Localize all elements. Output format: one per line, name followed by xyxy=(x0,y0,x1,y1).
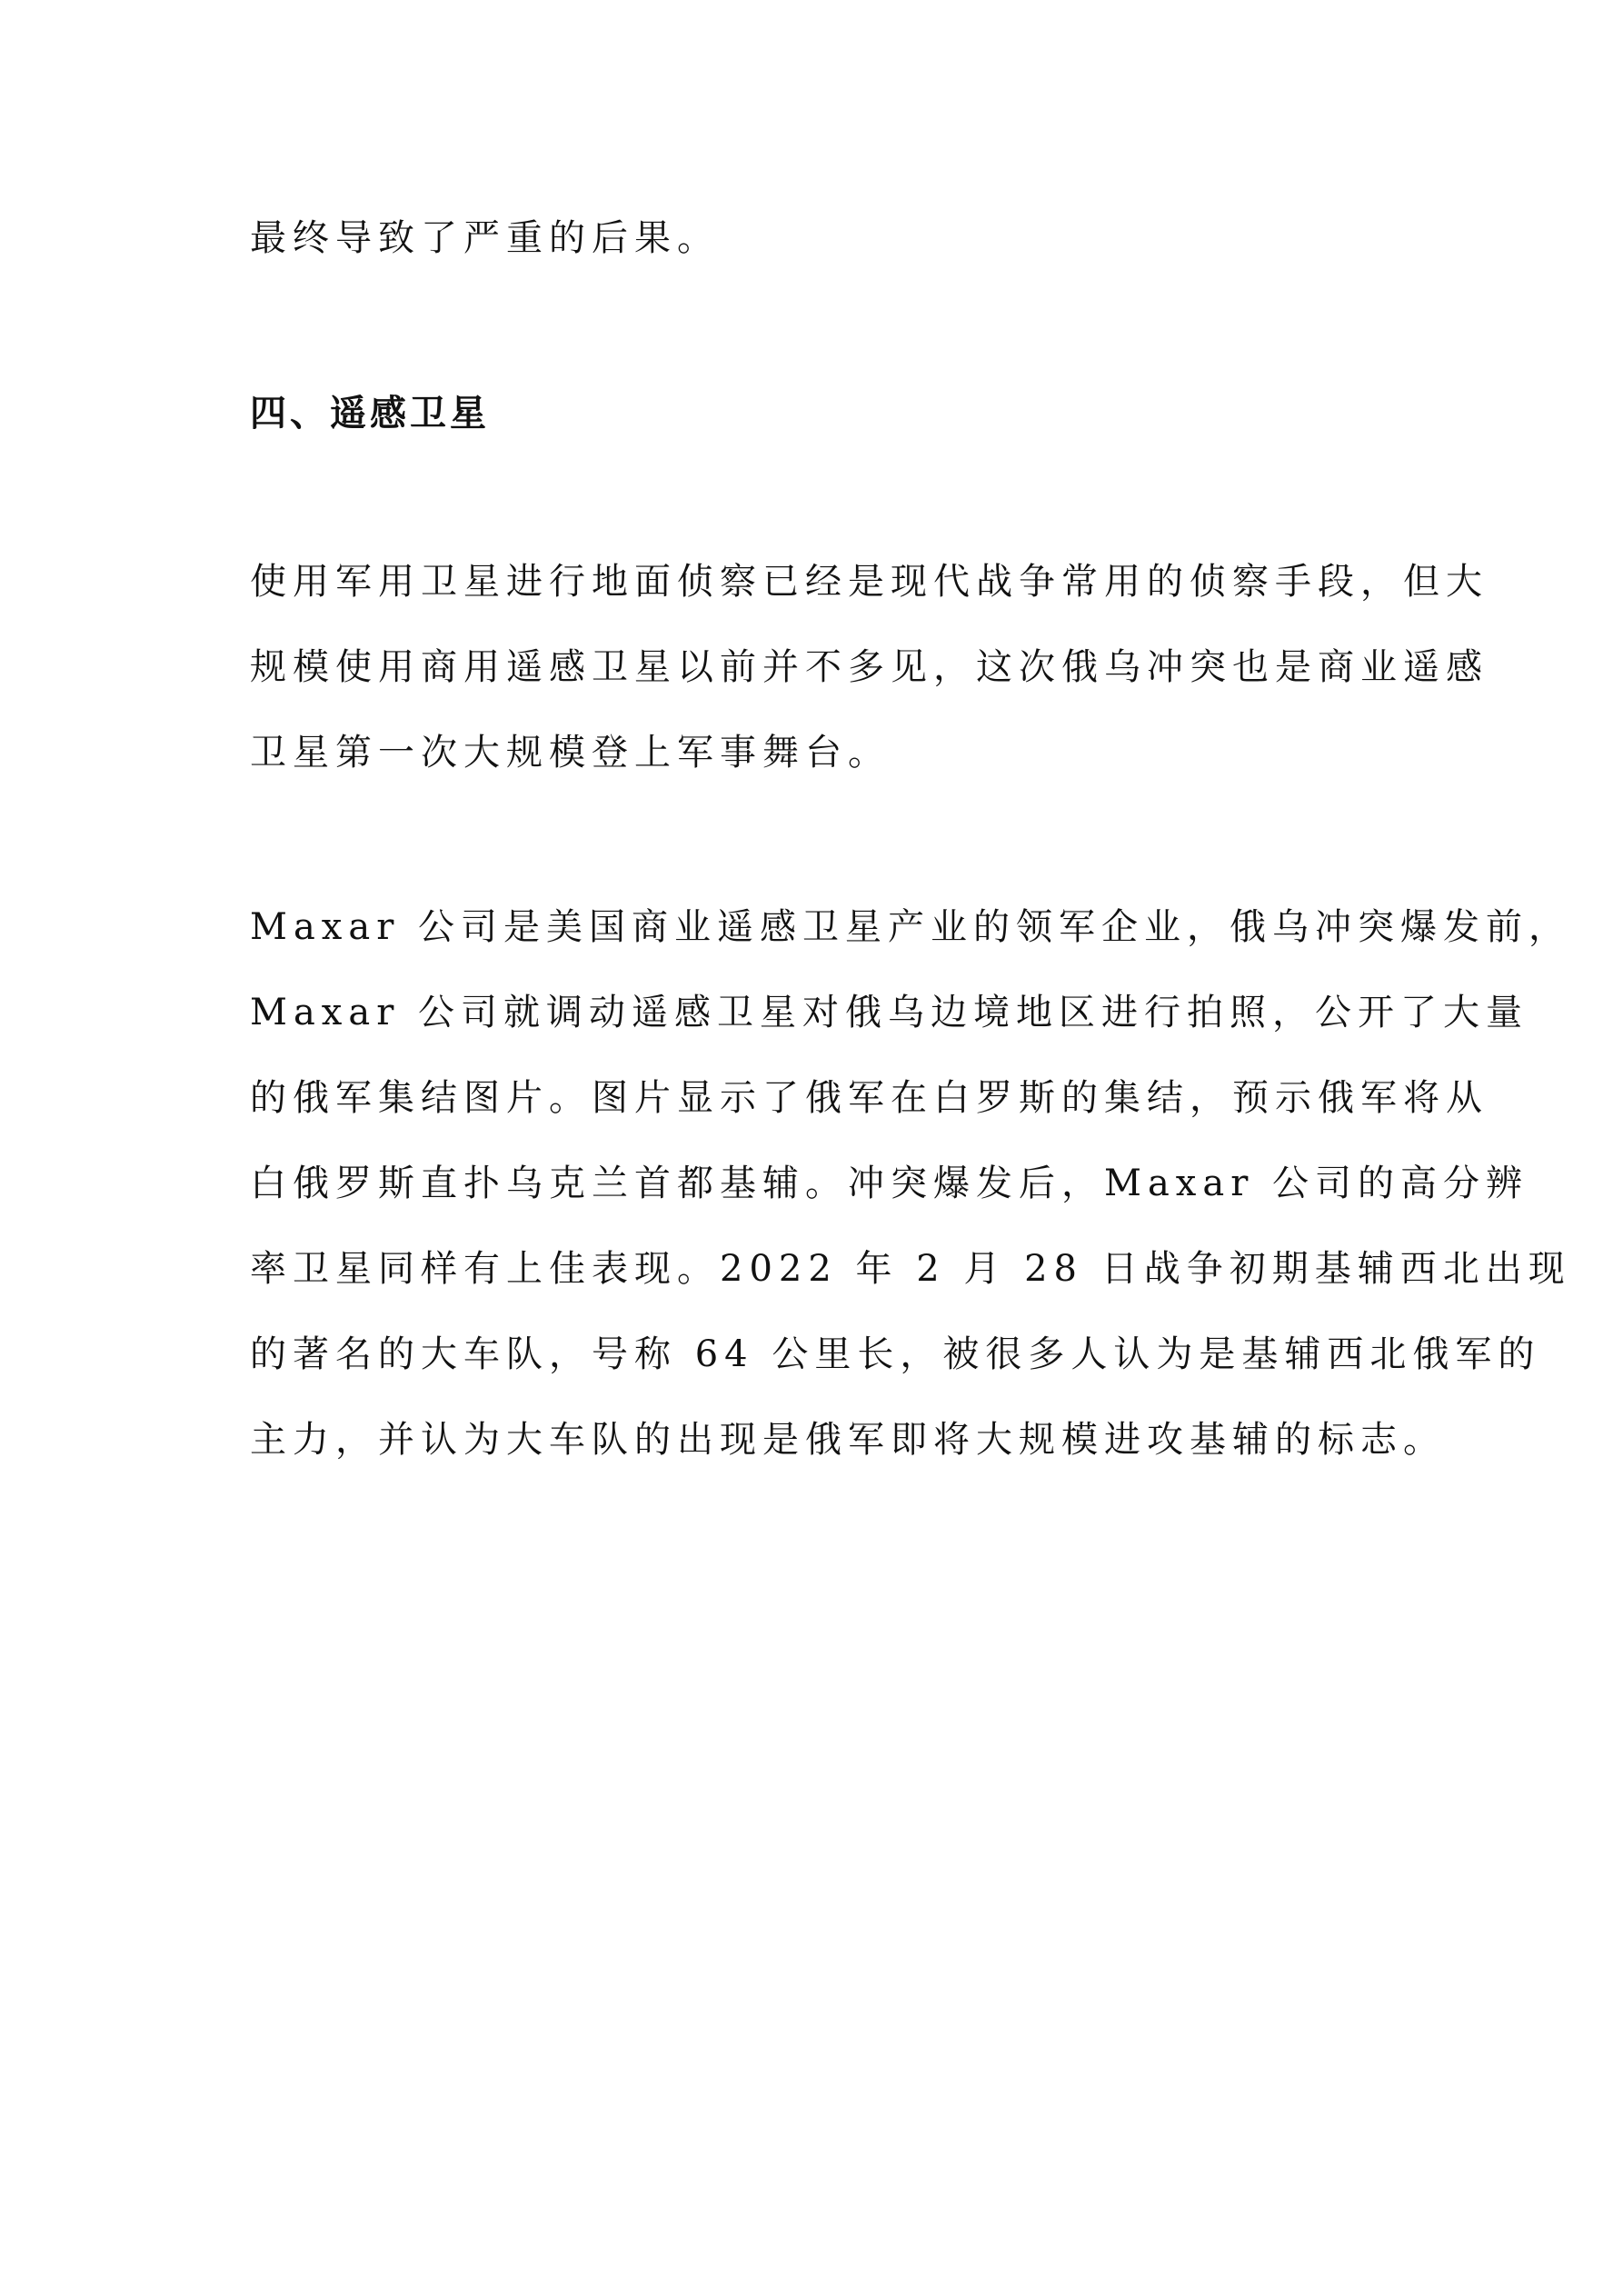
paragraph-1-line: 使用军用卫星进行地面侦察已经是现代战争常用的侦察手段，但大 xyxy=(250,561,1489,603)
paragraph-2-line: Maxar 公司就调动遥感卫星对俄乌边境地区进行拍照，公开了大量 xyxy=(250,992,1529,1033)
paragraph-1-line: 卫星第一次大规模登上军事舞台。 xyxy=(250,732,891,774)
paragraph-2-line: 的著名的大车队，号称 64 公里长，被很多人认为是基辅西北俄军的 xyxy=(250,1333,1541,1375)
paragraph-2-line: 白俄罗斯直扑乌克兰首都基辅。冲突爆发后，Maxar 公司的高分辨 xyxy=(250,1163,1529,1204)
intro-continuation-line: 最终导致了严重的后果。 xyxy=(250,217,720,259)
paragraph-2-line: 率卫星同样有上佳表现。2022 年 2 月 28 日战争初期基辅西北出现 xyxy=(250,1248,1571,1290)
paragraph-2-line: Maxar 公司是美国商业遥感卫星产业的领军企业，俄乌冲突爆发前， xyxy=(250,906,1572,948)
paragraph-1-line: 规模使用商用遥感卫星以前并不多见，这次俄乌冲突也是商业遥感 xyxy=(250,646,1489,688)
paragraph-2-line: 主力，并认为大车队的出现是俄军即将大规模进攻基辅的标志。 xyxy=(250,1419,1446,1461)
paragraph-2-line: 的俄军集结图片。图片显示了俄军在白罗斯的集结，预示俄军将从 xyxy=(250,1077,1489,1119)
section-heading: 四、遥感卫星 xyxy=(250,393,490,434)
